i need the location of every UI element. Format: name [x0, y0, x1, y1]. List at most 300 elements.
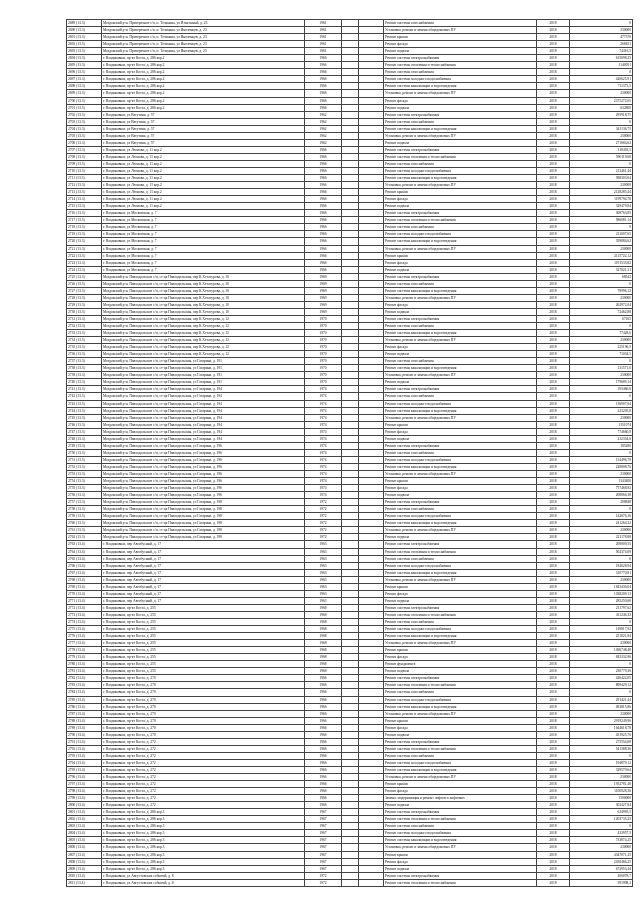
- work-type-cell: Ремонт системы электроснабжения: [384, 499, 537, 506]
- table-row: [67, 245, 633, 252]
- work-type-cell: Ремонт системы канализации и водоотведения: [384, 703, 537, 710]
- work-type-cell: Ремонт системы газоснабжения: [384, 823, 537, 830]
- blank-cell: [342, 69, 359, 76]
- row-number-cell: 2796 (13.4): [67, 774, 102, 781]
- cost-cell: 1500000: [570, 795, 633, 802]
- table-row: [67, 203, 633, 210]
- plan-year-cell: 2018: [537, 27, 570, 34]
- blank-cell: [342, 358, 359, 365]
- plan-year-cell: 2018: [537, 534, 570, 541]
- cost-cell: 194879,12: [570, 759, 633, 766]
- table-row: [67, 386, 633, 393]
- plan-year-cell: 2018: [537, 654, 570, 661]
- blank-cell: [342, 597, 359, 604]
- plan-year-cell: 2018: [537, 20, 570, 27]
- year-built-cell: 1974: [305, 449, 342, 456]
- table-row: [67, 428, 633, 435]
- address-cell: г. Владикавказ, ул Московская, д. 7: [102, 266, 305, 273]
- year-built-cell: 1974: [305, 485, 342, 492]
- plan-year-cell: 2018: [537, 597, 570, 604]
- cost-cell: 1343400: [570, 478, 633, 485]
- year-built-cell: 1966: [305, 266, 342, 273]
- blank-cell: [342, 661, 359, 668]
- blank-cell: [342, 351, 359, 358]
- blank-cell: [342, 27, 359, 34]
- row-number-cell: 2782 (13.4): [67, 675, 102, 682]
- cost-cell: 341136,75: [570, 125, 633, 132]
- address-cell: г. Владикавказ, ул Леонова, д. 11 кор.2: [102, 153, 305, 160]
- blank-cell: [342, 872, 359, 879]
- blank-cell: [359, 337, 384, 344]
- year-built-cell: 1970: [305, 365, 342, 372]
- work-type-cell: Ремонт системы холодного водоснабжения: [384, 626, 537, 633]
- year-built-cell: 1963: [305, 597, 342, 604]
- blank-cell: [342, 132, 359, 139]
- table-row: [67, 781, 633, 788]
- address-cell: г. Владикавказ, пр-кт Коста, д. 272: [102, 802, 305, 809]
- blank-cell: [359, 456, 384, 463]
- cost-cell: 77428,6: [570, 330, 633, 337]
- blank-cell: [342, 689, 359, 696]
- address-cell: Моздокский р-н, Павлодольское с/п, ст-ца Павлодольская, ул Гагарина, д. 196: [102, 485, 305, 492]
- blank-cell: [342, 569, 359, 576]
- blank-cell: [342, 330, 359, 337]
- row-number-cell: 2740 (13.3): [67, 379, 102, 386]
- plan-year-cell: 2018: [537, 499, 570, 506]
- plan-year-cell: 2018: [537, 153, 570, 160]
- work-type-cell: Ремонт системы электроснабжения: [384, 738, 537, 745]
- address-cell: Моздокский р-н, Павлодольское с/п, ст-ца Павлодольская, ул Гагарина, д. 191: [102, 358, 305, 365]
- work-type-cell: Ремонт системы газоснабжения: [384, 689, 537, 696]
- table-row: [67, 654, 633, 661]
- cost-cell: 774660,8: [570, 428, 633, 435]
- blank-cell: [359, 710, 384, 717]
- cost-cell: 0: [570, 280, 633, 287]
- year-built-cell: 1966: [305, 217, 342, 224]
- cost-cell: 1038209,13: [570, 590, 633, 597]
- blank-cell: [359, 830, 384, 837]
- cost-cell: 586081,14: [570, 217, 633, 224]
- cost-cell: 310770,81: [570, 569, 633, 576]
- row-number-cell: 2745 (13.3): [67, 414, 102, 421]
- row-number-cell: 2767 (13.4): [67, 569, 102, 576]
- table-row: [67, 534, 633, 541]
- year-built-cell: 1968: [305, 611, 342, 618]
- row-number-cell: 2809 (13.4): [67, 865, 102, 872]
- address-cell: Моздокский р-н, Павлодольское с/п, ст-ца Павлодольская, пер К.Хетагурова, д. 10: [102, 287, 305, 294]
- table-row: [67, 506, 633, 513]
- address-cell: г. Владикавказ, пр-кт Коста, д. 286 кор.2: [102, 76, 305, 83]
- address-cell: г. Владикавказ, ул Московская, д. 7: [102, 217, 305, 224]
- table-row: [67, 217, 633, 224]
- blank-cell: [359, 41, 384, 48]
- plan-year-cell: 2018: [537, 541, 570, 548]
- plan-year-cell: 2018: [537, 337, 570, 344]
- table-row: [67, 837, 633, 844]
- cost-cell: 230779,36: [570, 668, 633, 675]
- plan-year-cell: 2018: [537, 118, 570, 125]
- table-row: [67, 745, 633, 752]
- blank-cell: [359, 527, 384, 534]
- blank-cell: [359, 499, 384, 506]
- plan-year-cell: 2018: [537, 266, 570, 273]
- blank-cell: [342, 118, 359, 125]
- plan-year-cell: 2018: [537, 435, 570, 442]
- blank-cell: [342, 224, 359, 231]
- blank-cell: [359, 851, 384, 858]
- address-cell: г. Владикавказ, пр-кт Коста, д. 286 кор.3: [102, 865, 305, 872]
- cost-cell: 134496,78: [570, 456, 633, 463]
- table-row: [67, 20, 633, 27]
- blank-cell: [342, 435, 359, 442]
- year-built-cell: 1966: [305, 795, 342, 802]
- year-built-cell: 1966: [305, 76, 342, 83]
- row-number-cell: 2789 (13.4): [67, 724, 102, 731]
- address-cell: г. Владикавказ, пр-кт Коста, д. 272: [102, 766, 305, 773]
- plan-year-cell: 2018: [537, 788, 570, 795]
- cost-cell: 230000: [570, 90, 633, 97]
- address-cell: Моздокский р-н, Павлодольское с/п, ст-ца Павлодольская, ул Гагарина, д. 196: [102, 449, 305, 456]
- row-number-cell: 2780 (13.4): [67, 661, 102, 668]
- address-cell: г. Владикавказ, пр-кт Коста, д. 286 кор.3: [102, 844, 305, 851]
- table-row: [67, 668, 633, 675]
- year-built-cell: 1970: [305, 315, 342, 322]
- address-cell: г. Владикавказ, пер Автобусный, д. 17: [102, 583, 305, 590]
- blank-cell: [359, 217, 384, 224]
- year-built-cell: 1966: [305, 55, 342, 62]
- table-row: [67, 34, 633, 41]
- table-row: [67, 478, 633, 485]
- address-cell: Моздокский р-н, Павлодольское с/п, ст-ца Павлодольская, пер К.Хетагурова, д. 12: [102, 337, 305, 344]
- cost-cell: 2128285,44: [570, 189, 633, 196]
- row-number-cell: 2729 (13.3): [67, 301, 102, 308]
- row-number-cell: 2781 (13.4): [67, 668, 102, 675]
- table-row: [67, 189, 633, 196]
- plan-year-cell: 2018: [537, 463, 570, 470]
- year-built-cell: 1963: [305, 590, 342, 597]
- plan-year-cell: 2018: [537, 478, 570, 485]
- cost-cell: 67165: [570, 315, 633, 322]
- cost-cell: 0: [570, 358, 633, 365]
- blank-cell: [359, 837, 384, 844]
- blank-cell: [359, 781, 384, 788]
- year-built-cell: 1966: [305, 182, 342, 189]
- year-built-cell: 1966: [305, 189, 342, 196]
- address-cell: г. Владикавказ, пр-кт Коста, д. 255: [102, 668, 305, 675]
- cost-cell: 302427,84: [570, 802, 633, 809]
- plan-year-cell: 2018: [537, 55, 570, 62]
- row-number-cell: 2702 (13.3): [67, 111, 102, 118]
- table-row: [67, 97, 633, 104]
- address-cell: г. Владикавказ, пр-кт Коста, д. 255: [102, 661, 305, 668]
- cost-cell: 391998,2: [570, 879, 633, 886]
- cost-cell: 4347071,25: [570, 851, 633, 858]
- year-built-cell: 1967: [305, 865, 342, 872]
- plan-year-cell: 2018: [537, 245, 570, 252]
- blank-cell: [359, 703, 384, 710]
- plan-year-cell: 2018: [537, 816, 570, 823]
- blank-cell: [359, 865, 384, 872]
- blank-cell: [359, 513, 384, 520]
- table-row: [67, 146, 633, 153]
- plan-year-cell: 2018: [537, 386, 570, 393]
- plan-year-cell: 2018: [537, 837, 570, 844]
- year-built-cell: 1969: [305, 280, 342, 287]
- blank-cell: [359, 146, 384, 153]
- blank-cell: [342, 534, 359, 541]
- blank-cell: [359, 400, 384, 407]
- work-type-cell: Ремонт подвала: [384, 435, 537, 442]
- table-row: [67, 823, 633, 830]
- cost-cell: 179689,14: [570, 379, 633, 386]
- work-type-cell: Ремонт крыши: [384, 781, 537, 788]
- plan-year-cell: 2018: [537, 139, 570, 146]
- work-type-cell: Ремонт системы газоснабжения: [384, 118, 537, 125]
- row-number-cell: 2802 (13.4): [67, 816, 102, 823]
- plan-year-cell: 2018: [537, 809, 570, 816]
- row-number-cell: 2722 (13.3): [67, 252, 102, 259]
- blank-cell: [342, 802, 359, 809]
- blank-cell: [342, 90, 359, 97]
- table-row: [67, 844, 633, 851]
- row-number-cell: 2732 (13.3): [67, 323, 102, 330]
- cost-cell: 211007,65: [570, 231, 633, 238]
- cost-cell: 634993,5: [570, 809, 633, 816]
- cost-cell: 0: [570, 20, 633, 27]
- blank-cell: [359, 259, 384, 266]
- row-number-cell: 2709 (13.3): [67, 160, 102, 167]
- row-number-cell: 2728 (13.3): [67, 294, 102, 301]
- work-type-cell: Ремонт системы газоснабжения: [384, 69, 537, 76]
- plan-year-cell: 2018: [537, 710, 570, 717]
- cost-cell: 193466,8: [570, 386, 633, 393]
- blank-cell: [359, 273, 384, 280]
- cost-cell: 2450466,25: [570, 858, 633, 865]
- plan-year-cell: 2018: [537, 407, 570, 414]
- year-built-cell: 1966: [305, 231, 342, 238]
- plan-year-cell: 2018: [537, 830, 570, 837]
- plan-year-cell: 2018: [537, 132, 570, 139]
- year-built-cell: 1969: [305, 273, 342, 280]
- blank-cell: [359, 752, 384, 759]
- year-built-cell: 1966: [305, 759, 342, 766]
- row-number-cell: 2701 (13.3): [67, 104, 102, 111]
- work-type-cell: Ремонт системы электроснабжения: [384, 809, 537, 816]
- work-type-cell: Установка, ремонт и замена общедомовых ПУ: [384, 90, 537, 97]
- cost-cell: 308763,85: [570, 210, 633, 217]
- blank-cell: [342, 266, 359, 273]
- table-row: [67, 752, 633, 759]
- plan-year-cell: 2018: [537, 724, 570, 731]
- year-built-cell: 1966: [305, 245, 342, 252]
- work-type-cell: Ремонт системы отопления и теплоснабжения: [384, 153, 537, 160]
- blank-cell: [359, 167, 384, 174]
- blank-cell: [342, 20, 359, 27]
- address-cell: г. Владикавказ, пр-кт Коста, д. 270: [102, 689, 305, 696]
- work-type-cell: Ремонт системы электроснабжения: [384, 604, 537, 611]
- row-number-cell: 2801 (13.4): [67, 809, 102, 816]
- row-number-cell: 2717 (13.3): [67, 217, 102, 224]
- cost-cell: 262972,04: [570, 301, 633, 308]
- plan-year-cell: 2018: [537, 287, 570, 294]
- blank-cell: [342, 471, 359, 478]
- blank-cell: [359, 407, 384, 414]
- work-type-cell: Ремонт фасада: [384, 858, 537, 865]
- cost-cell: 0: [570, 69, 633, 76]
- year-built-cell: 1968: [305, 668, 342, 675]
- year-built-cell: 1963: [305, 583, 342, 590]
- cost-cell: 269009,55: [570, 541, 633, 548]
- year-built-cell: 1967: [305, 830, 342, 837]
- blank-cell: [359, 654, 384, 661]
- address-cell: Моздокский р-н, Притеречное с/п, п. Тельмана, ул Итыгльный, д. 23: [102, 20, 305, 27]
- work-type-cell: Установка, ремонт и замена общедомовых ПУ: [384, 774, 537, 781]
- address-cell: Моздокский р-н, Павлодольское с/п, ст-ца Павлодольская, ул Гагарина, д. 191: [102, 365, 305, 372]
- address-cell: Моздокский р-н, Павлодольское с/п, ст-ца Павлодольская, ул Гагарина, д. 198: [102, 506, 305, 513]
- table-row: [67, 548, 633, 555]
- cost-cell: 241264,32: [570, 520, 633, 527]
- table-row: [67, 851, 633, 858]
- row-number-cell: 2783 (13.4): [67, 682, 102, 689]
- address-cell: г. Владикавказ, пер Автобусный, д. 17: [102, 541, 305, 548]
- year-built-cell: 1968: [305, 633, 342, 640]
- year-built-cell: 1966: [305, 210, 342, 217]
- cost-cell: 230000: [570, 640, 633, 647]
- blank-cell: [342, 781, 359, 788]
- cost-cell: 223205,8: [570, 407, 633, 414]
- blank-cell: [342, 745, 359, 752]
- table-row: [67, 738, 633, 745]
- plan-year-cell: 2018: [537, 703, 570, 710]
- blank-cell: [359, 872, 384, 879]
- address-cell: Моздокский р-н, Павлодольское с/п, ст-ца Павлодольская, пер К.Хетагурова, д. 10: [102, 308, 305, 315]
- row-number-cell: 2705 (13.3): [67, 132, 102, 139]
- year-built-cell: 1962: [305, 139, 342, 146]
- blank-cell: [342, 76, 359, 83]
- address-cell: г. Владикавказ, пр-кт Коста, д. 255: [102, 611, 305, 618]
- program-table-sheet: [66, 19, 631, 887]
- cost-cell: 295918,75: [570, 111, 633, 118]
- row-number-cell: 2720 (13.3): [67, 238, 102, 245]
- plan-year-cell: 2018: [537, 766, 570, 773]
- year-built-cell: 1969: [305, 301, 342, 308]
- blank-cell: [359, 308, 384, 315]
- table-row: [67, 308, 633, 315]
- blank-cell: [342, 407, 359, 414]
- address-cell: г. Владикавказ, пр-кт Коста, д. 286 кор.2: [102, 55, 305, 62]
- year-built-cell: 1966: [305, 774, 342, 781]
- blank-cell: [359, 69, 384, 76]
- plan-year-cell: 2018: [537, 273, 570, 280]
- work-type-cell: Ремонт фасада: [384, 259, 537, 266]
- cost-cell: 843332,96: [570, 654, 633, 661]
- table-row: [67, 125, 633, 132]
- year-built-cell: 1966: [305, 196, 342, 203]
- year-built-cell: 1966: [305, 675, 342, 682]
- address-cell: Моздокский р-н, Притеречное с/п, п. Тельмана, ул Иноземцев, д. 23: [102, 34, 305, 41]
- blank-cell: [342, 175, 359, 182]
- work-type-cell: Установка, ремонт и замена общедомовых ПУ: [384, 337, 537, 344]
- row-number-cell: 2741 (13.3): [67, 386, 102, 393]
- table-row: [67, 520, 633, 527]
- address-cell: г. Владикавказ, ул Ватутина, д. 57: [102, 118, 305, 125]
- cost-cell: 1140051: [570, 62, 633, 69]
- blank-cell: [359, 858, 384, 865]
- table-row: [67, 414, 633, 421]
- blank-cell: [359, 153, 384, 160]
- blank-cell: [359, 97, 384, 104]
- work-type-cell: Ремонт системы газоснабжения: [384, 323, 537, 330]
- blank-cell: [359, 301, 384, 308]
- address-cell: г. Владикавказ, ул Леонова, д. 11 кор.2: [102, 175, 305, 182]
- work-type-cell: Ремонт системы электроснабжения: [384, 872, 537, 879]
- blank-cell: [359, 280, 384, 287]
- row-number-cell: 2723 (13.3): [67, 259, 102, 266]
- row-number-cell: 2707 (13.3): [67, 146, 102, 153]
- plan-year-cell: 2018: [537, 506, 570, 513]
- table-row: [67, 527, 633, 534]
- blank-cell: [359, 34, 384, 41]
- plan-year-cell: 2018: [537, 62, 570, 69]
- work-type-cell: Ремонт подвала: [384, 865, 537, 872]
- blank-cell: [359, 844, 384, 851]
- cost-cell: 615098,25: [570, 55, 633, 62]
- cost-cell: 212461,44: [570, 167, 633, 174]
- cost-cell: 149817,92: [570, 626, 633, 633]
- blank-cell: [359, 675, 384, 682]
- cost-cell: 0: [570, 393, 633, 400]
- blank-cell: [359, 731, 384, 738]
- cost-cell: 0: [570, 449, 633, 456]
- cost-cell: 230000: [570, 576, 633, 583]
- row-number-cell: 2703 (13.3): [67, 118, 102, 125]
- repair-program-table: [66, 19, 633, 887]
- row-number-cell: 2715 (13.3): [67, 203, 102, 210]
- blank-cell: [359, 569, 384, 576]
- address-cell: г. Владикавказ, ул Ватутина, д. 57: [102, 139, 305, 146]
- blank-cell: [359, 766, 384, 773]
- address-cell: Моздокский р-н, Павлодольское с/п, ст-ца Павлодольская, пер К.Хетагурова, д. 12: [102, 323, 305, 330]
- address-cell: г. Владикавказ, пр-кт Коста, д. 270: [102, 724, 305, 731]
- plan-year-cell: 2018: [537, 294, 570, 301]
- row-number-cell: 2761 (13.3): [67, 527, 102, 534]
- row-number-cell: 2804 (13.4): [67, 830, 102, 837]
- row-number-cell: 2727 (13.3): [67, 287, 102, 294]
- table-row: [67, 724, 633, 731]
- address-cell: г. Владикавказ, ул Ватутина, д. 57: [102, 132, 305, 139]
- blank-cell: [342, 520, 359, 527]
- blank-cell: [342, 478, 359, 485]
- cost-cell: 136907,04: [570, 400, 633, 407]
- work-type-cell: Установка, ремонт и замена общедомовых ПУ: [384, 245, 537, 252]
- table-row: [67, 682, 633, 689]
- blank-cell: [342, 816, 359, 823]
- table-row: [67, 315, 633, 322]
- address-cell: г. Владикавказ, ул Московская, д. 7: [102, 210, 305, 217]
- plan-year-cell: 2018: [537, 872, 570, 879]
- table-row: [67, 273, 633, 280]
- plan-year-cell: 2018: [537, 414, 570, 421]
- blank-cell: [342, 682, 359, 689]
- plan-year-cell: 2018: [537, 604, 570, 611]
- address-cell: Моздокский р-н, Павлодольское с/п, ст-ца Павлодольская, пер К.Хетагурова, д. 12: [102, 351, 305, 358]
- address-cell: Моздокский р-н, Павлодольское с/п, ст-ца Павлодольская, ул Гагарина, д. 194: [102, 400, 305, 407]
- year-built-cell: 1974: [305, 442, 342, 449]
- table-row: [67, 830, 633, 837]
- row-number-cell: 2770 (13.4): [67, 590, 102, 597]
- year-built-cell: 1961: [305, 27, 342, 34]
- blank-cell: [342, 238, 359, 245]
